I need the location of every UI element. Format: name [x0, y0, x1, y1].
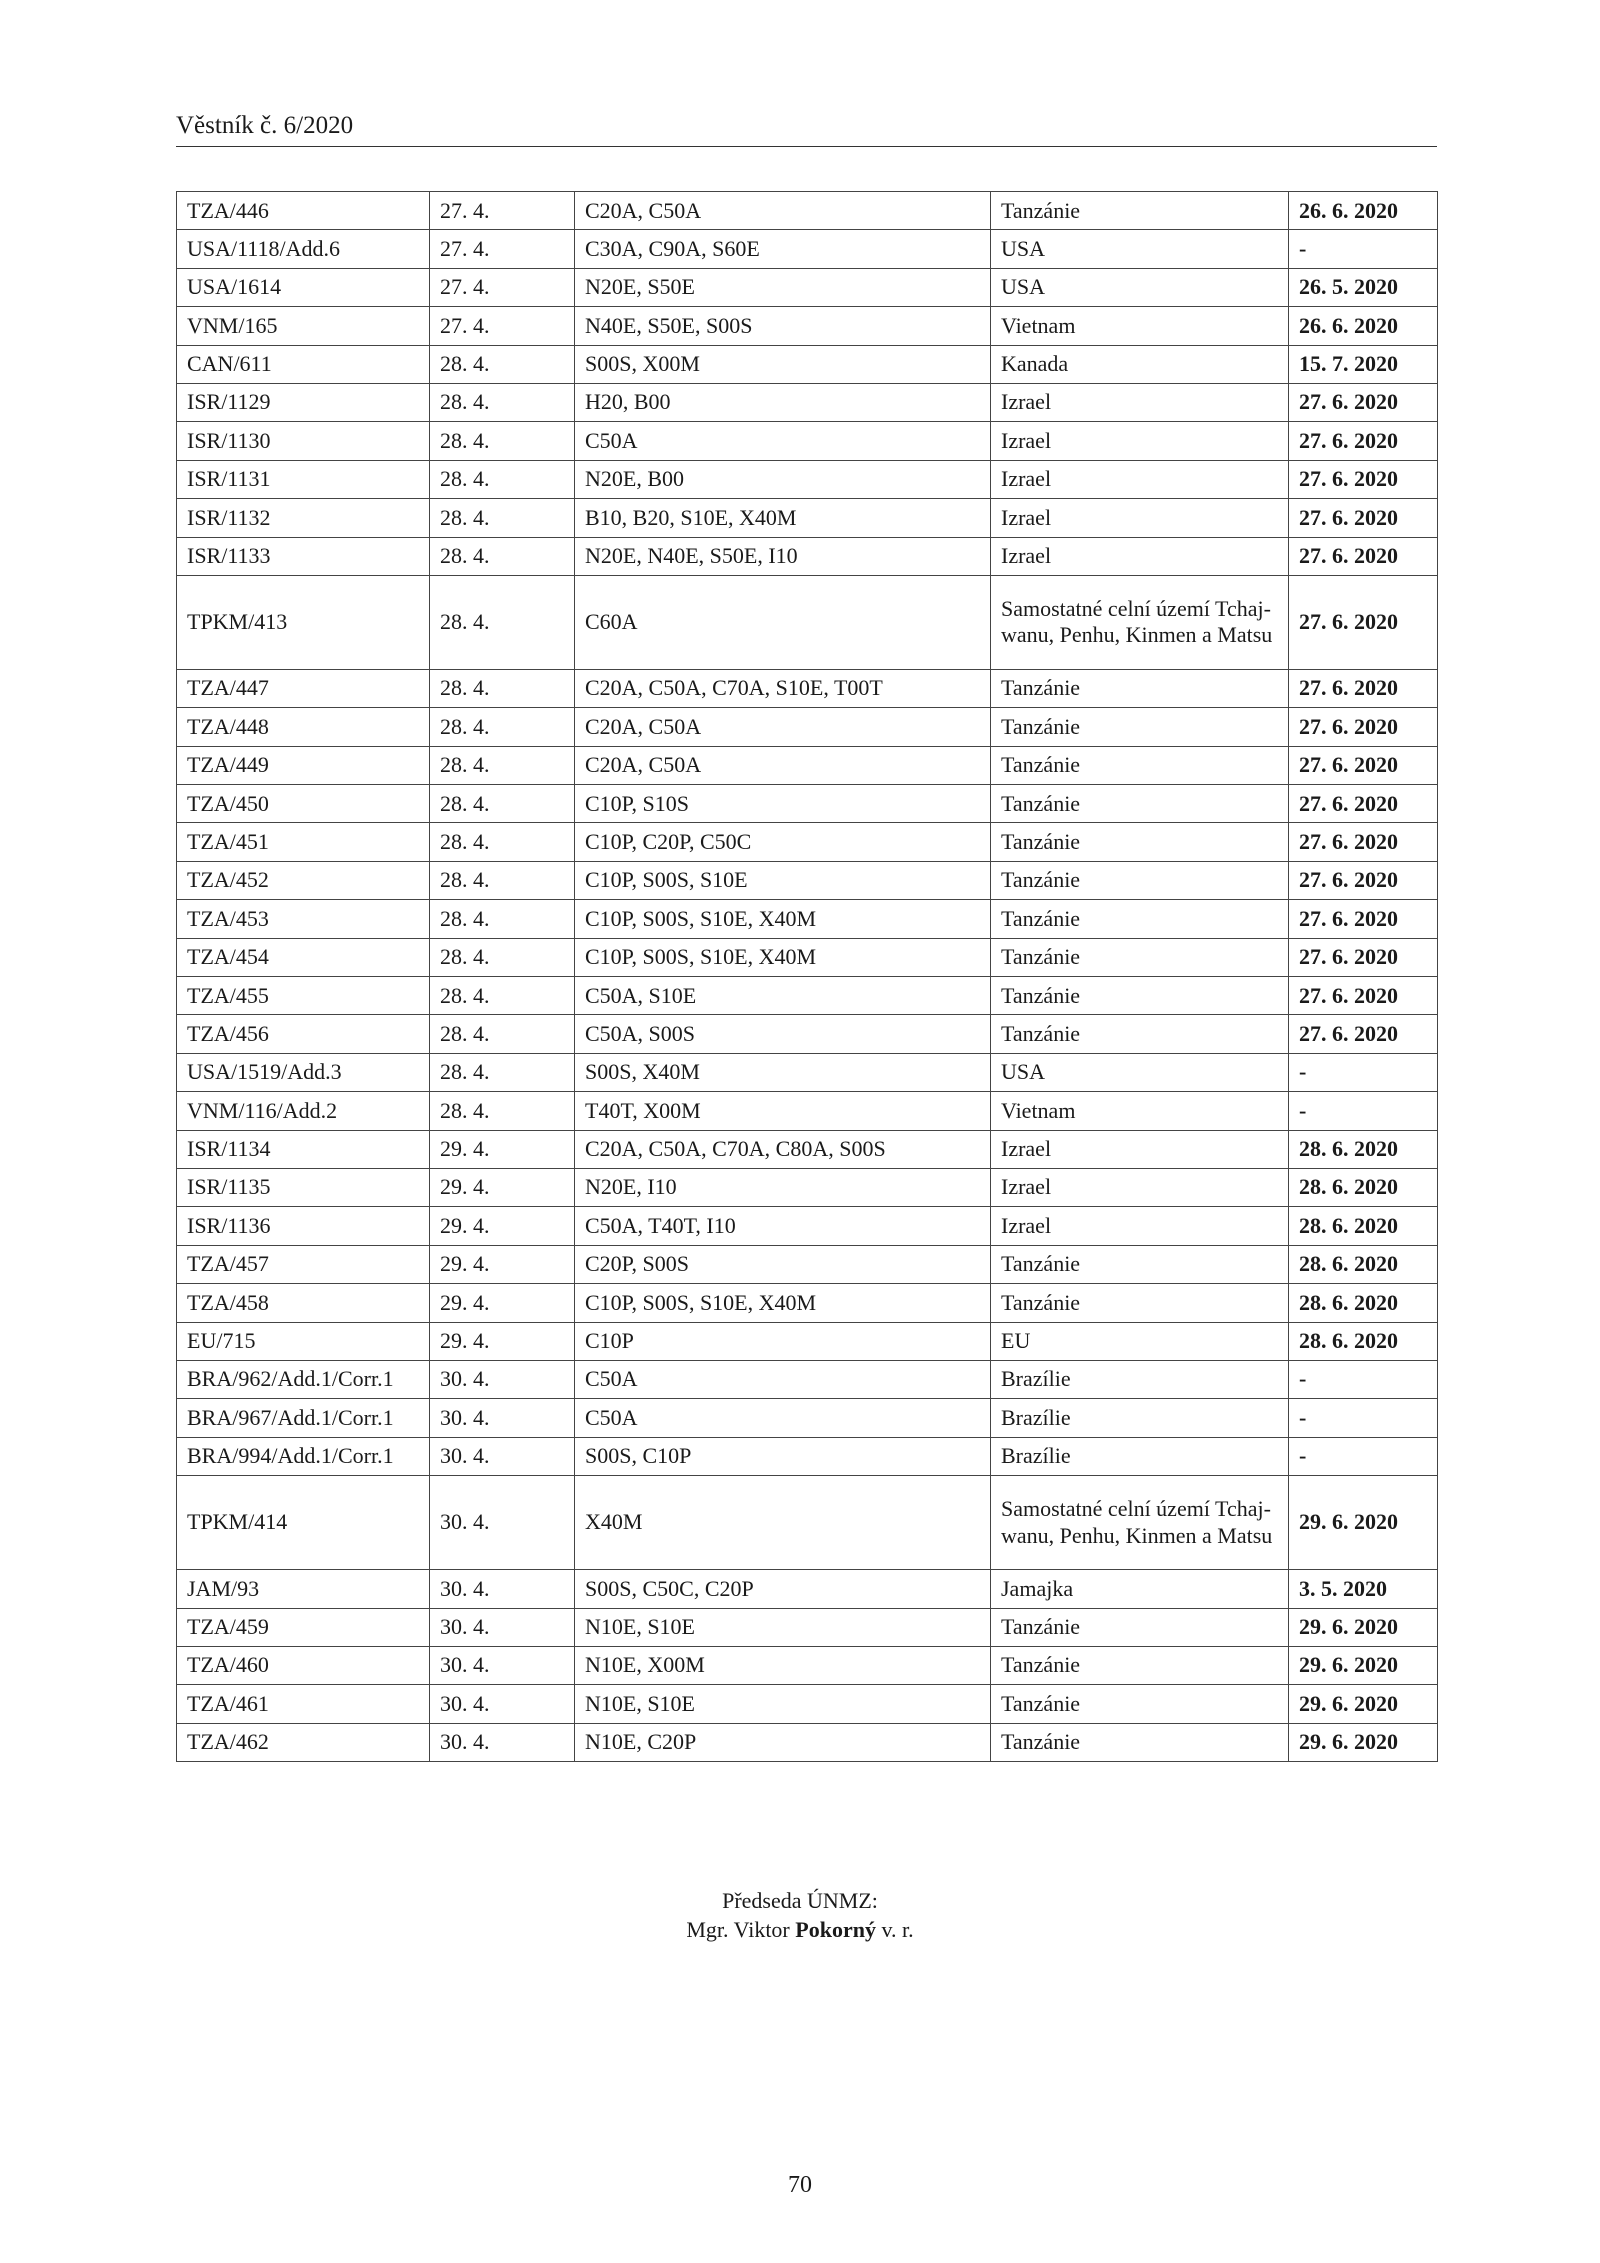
- deadline-cell: 27. 6. 2020: [1289, 977, 1438, 1015]
- notifications-table: [176, 191, 1438, 1762]
- deadline-cell: 28. 6. 2020: [1289, 1245, 1438, 1283]
- deadline-cell: 27. 6. 2020: [1289, 785, 1438, 823]
- notification-id-cell: TZA/460: [177, 1646, 430, 1684]
- deadline-cell: 26. 6. 2020: [1289, 307, 1438, 345]
- table-row: [177, 1130, 1438, 1168]
- deadline-cell: 27. 6. 2020: [1289, 499, 1438, 537]
- notification-id-cell: CAN/611: [177, 345, 430, 383]
- ics-code-cell: N10E, C20P: [575, 1723, 991, 1761]
- ics-code-cell: B10, B20, S10E, X40M: [575, 499, 991, 537]
- deadline-cell: -: [1289, 1053, 1438, 1091]
- ics-code-cell: S00S, X00M: [575, 345, 991, 383]
- date-cell: 28. 4.: [430, 861, 575, 899]
- ics-code-cell: N10E, X00M: [575, 1646, 991, 1684]
- ics-code-cell: C50A: [575, 1360, 991, 1398]
- ics-code-cell: C50A, S00S: [575, 1015, 991, 1053]
- ics-code-cell: C20A, C50A: [575, 746, 991, 784]
- country-cell: Samostatné celní území Tchaj-wanu, Penhu, Kinmen a Matsu: [991, 575, 1289, 669]
- notification-id-cell: TZA/448: [177, 708, 430, 746]
- country-cell: Izrael: [991, 1168, 1289, 1206]
- ics-code-cell: N40E, S50E, S00S: [575, 307, 991, 345]
- deadline-cell: 29. 6. 2020: [1289, 1476, 1438, 1570]
- deadline-cell: 29. 6. 2020: [1289, 1646, 1438, 1684]
- date-cell: 30. 4.: [430, 1437, 575, 1475]
- deadline-cell: 3. 5. 2020: [1289, 1570, 1438, 1608]
- table-row: [177, 1322, 1438, 1360]
- notification-id-cell: JAM/93: [177, 1570, 430, 1608]
- deadline-cell: 27. 6. 2020: [1289, 708, 1438, 746]
- date-cell: 28. 4.: [430, 900, 575, 938]
- country-cell: Tanzánie: [991, 708, 1289, 746]
- country-cell: Tanzánie: [991, 1015, 1289, 1053]
- country-cell: Izrael: [991, 537, 1289, 575]
- ics-code-cell: C10P, S00S, S10E, X40M: [575, 900, 991, 938]
- table-row: [177, 1015, 1438, 1053]
- ics-code-cell: T40T, X00M: [575, 1092, 991, 1130]
- signatory-name-prefix: Mgr. Viktor: [686, 1917, 796, 1942]
- table-row: [177, 708, 1438, 746]
- ics-code-cell: C10P, S00S, S10E, X40M: [575, 1284, 991, 1322]
- date-cell: 27. 4.: [430, 230, 575, 268]
- country-cell: Tanzánie: [991, 1284, 1289, 1322]
- country-cell: USA: [991, 1053, 1289, 1091]
- table-row: [177, 383, 1438, 421]
- page-number: 70: [788, 2172, 812, 2198]
- deadline-cell: 27. 6. 2020: [1289, 938, 1438, 976]
- ics-code-cell: C50A, S10E: [575, 977, 991, 1015]
- table-row: [177, 1608, 1438, 1646]
- ics-code-cell: C10P, S00S, S10E, X40M: [575, 938, 991, 976]
- signatory-surname: Pokorný: [795, 1917, 876, 1942]
- table-row: [177, 938, 1438, 976]
- table-row: [177, 977, 1438, 1015]
- country-cell: Tanzánie: [991, 900, 1289, 938]
- notification-id-cell: TZA/455: [177, 977, 430, 1015]
- table-row: [177, 1685, 1438, 1723]
- date-cell: 28. 4.: [430, 785, 575, 823]
- date-cell: 27. 4.: [430, 268, 575, 306]
- date-cell: 29. 4.: [430, 1168, 575, 1206]
- date-cell: 30. 4.: [430, 1360, 575, 1398]
- ics-code-cell: S00S, C50C, C20P: [575, 1570, 991, 1608]
- notification-id-cell: VNM/116/Add.2: [177, 1092, 430, 1130]
- notification-id-cell: ISR/1130: [177, 422, 430, 460]
- deadline-cell: 29. 6. 2020: [1289, 1723, 1438, 1761]
- table-row: [177, 1284, 1438, 1322]
- country-cell: Tanzánie: [991, 861, 1289, 899]
- notification-id-cell: TPKM/413: [177, 575, 430, 669]
- ics-code-cell: C10P, S00S, S10E: [575, 861, 991, 899]
- table-row: [177, 1053, 1438, 1091]
- country-cell: Tanzánie: [991, 823, 1289, 861]
- date-cell: 30. 4.: [430, 1399, 575, 1437]
- country-cell: Izrael: [991, 1130, 1289, 1168]
- table-row: [177, 1723, 1438, 1761]
- ics-code-cell: C20P, S00S: [575, 1245, 991, 1283]
- date-cell: 30. 4.: [430, 1723, 575, 1761]
- notification-id-cell: ISR/1136: [177, 1207, 430, 1245]
- ics-code-cell: C20A, C50A: [575, 708, 991, 746]
- country-cell: Vietnam: [991, 1092, 1289, 1130]
- table-row: [177, 1245, 1438, 1283]
- ics-code-cell: N10E, S10E: [575, 1685, 991, 1723]
- ics-code-cell: C20A, C50A, C70A, C80A, S00S: [575, 1130, 991, 1168]
- date-cell: 28. 4.: [430, 537, 575, 575]
- country-cell: USA: [991, 230, 1289, 268]
- date-cell: 29. 4.: [430, 1322, 575, 1360]
- country-cell: Brazílie: [991, 1437, 1289, 1475]
- table-row: [177, 460, 1438, 498]
- country-cell: Samostatné celní území Tchaj-wanu, Penhu, Kinmen a Matsu: [991, 1476, 1289, 1570]
- table-row: [177, 575, 1438, 669]
- ics-code-cell: N20E, B00: [575, 460, 991, 498]
- country-cell: Tanzánie: [991, 977, 1289, 1015]
- table-row: [177, 230, 1438, 268]
- date-cell: 28. 4.: [430, 1015, 575, 1053]
- notifications-table-body: [177, 192, 1438, 1762]
- notification-id-cell: ISR/1131: [177, 460, 430, 498]
- notification-id-cell: TZA/454: [177, 938, 430, 976]
- country-cell: Izrael: [991, 422, 1289, 460]
- deadline-cell: -: [1289, 1437, 1438, 1475]
- ics-code-cell: X40M: [575, 1476, 991, 1570]
- deadline-cell: 26. 6. 2020: [1289, 192, 1438, 230]
- country-cell: Kanada: [991, 345, 1289, 383]
- ics-code-cell: C50A: [575, 1399, 991, 1437]
- header-divider: [176, 146, 1437, 147]
- date-cell: 30. 4.: [430, 1570, 575, 1608]
- table-row: [177, 669, 1438, 707]
- table-row: [177, 307, 1438, 345]
- deadline-cell: -: [1289, 230, 1438, 268]
- date-cell: 28. 4.: [430, 460, 575, 498]
- country-cell: Tanzánie: [991, 746, 1289, 784]
- country-cell: Tanzánie: [991, 1646, 1289, 1684]
- country-cell: Tanzánie: [991, 938, 1289, 976]
- table-row: [177, 1092, 1438, 1130]
- signatory-title: Předseda ÚNMZ:: [722, 1888, 878, 1913]
- country-cell: Tanzánie: [991, 1723, 1289, 1761]
- country-cell: Tanzánie: [991, 1608, 1289, 1646]
- table-row: [177, 345, 1438, 383]
- ics-code-cell: C50A, T40T, I10: [575, 1207, 991, 1245]
- deadline-cell: 27. 6. 2020: [1289, 422, 1438, 460]
- table-row: [177, 422, 1438, 460]
- notification-id-cell: USA/1519/Add.3: [177, 1053, 430, 1091]
- country-cell: Tanzánie: [991, 192, 1289, 230]
- running-header: Věstník č. 6/2020: [176, 112, 354, 139]
- country-cell: Jamajka: [991, 1570, 1289, 1608]
- table-row: [177, 192, 1438, 230]
- table-row: [177, 1570, 1438, 1608]
- country-cell: Vietnam: [991, 307, 1289, 345]
- table-row: [177, 1207, 1438, 1245]
- deadline-cell: 28. 6. 2020: [1289, 1168, 1438, 1206]
- date-cell: 30. 4.: [430, 1476, 575, 1570]
- notification-id-cell: ISR/1135: [177, 1168, 430, 1206]
- country-cell: Brazílie: [991, 1399, 1289, 1437]
- date-cell: 27. 4.: [430, 192, 575, 230]
- ics-code-cell: N10E, S10E: [575, 1608, 991, 1646]
- date-cell: 29. 4.: [430, 1284, 575, 1322]
- deadline-cell: 28. 6. 2020: [1289, 1130, 1438, 1168]
- date-cell: 28. 4.: [430, 383, 575, 421]
- country-cell: Izrael: [991, 460, 1289, 498]
- country-cell: Izrael: [991, 499, 1289, 537]
- date-cell: 29. 4.: [430, 1245, 575, 1283]
- table-row: [177, 861, 1438, 899]
- table-row: [177, 785, 1438, 823]
- ics-code-cell: C10P, C20P, C50C: [575, 823, 991, 861]
- table-row: [177, 746, 1438, 784]
- ics-code-cell: C20A, C50A: [575, 192, 991, 230]
- notification-id-cell: TZA/450: [177, 785, 430, 823]
- date-cell: 28. 4.: [430, 823, 575, 861]
- deadline-cell: 27. 6. 2020: [1289, 823, 1438, 861]
- notification-id-cell: TZA/459: [177, 1608, 430, 1646]
- ics-code-cell: N20E, N40E, S50E, I10: [575, 537, 991, 575]
- table-row: [177, 1437, 1438, 1475]
- notification-id-cell: USA/1118/Add.6: [177, 230, 430, 268]
- notification-id-cell: TZA/457: [177, 1245, 430, 1283]
- date-cell: 28. 4.: [430, 669, 575, 707]
- notification-id-cell: BRA/962/Add.1/Corr.1: [177, 1360, 430, 1398]
- deadline-cell: 29. 6. 2020: [1289, 1608, 1438, 1646]
- notification-id-cell: TZA/446: [177, 192, 430, 230]
- notification-id-cell: TZA/452: [177, 861, 430, 899]
- date-cell: 28. 4.: [430, 575, 575, 669]
- country-cell: Tanzánie: [991, 1685, 1289, 1723]
- deadline-cell: 28. 6. 2020: [1289, 1284, 1438, 1322]
- deadline-cell: 28. 6. 2020: [1289, 1207, 1438, 1245]
- signatory-name-suffix: v. r.: [875, 1917, 914, 1942]
- country-cell: Izrael: [991, 1207, 1289, 1245]
- notification-id-cell: TZA/461: [177, 1685, 430, 1723]
- ics-code-cell: C20A, C50A, C70A, S10E, T00T: [575, 669, 991, 707]
- ics-code-cell: C10P: [575, 1322, 991, 1360]
- deadline-cell: 28. 6. 2020: [1289, 1322, 1438, 1360]
- date-cell: 28. 4.: [430, 977, 575, 1015]
- notification-id-cell: TZA/451: [177, 823, 430, 861]
- table-row: [177, 268, 1438, 306]
- deadline-cell: -: [1289, 1360, 1438, 1398]
- notification-id-cell: EU/715: [177, 1322, 430, 1360]
- ics-code-cell: C50A: [575, 422, 991, 460]
- table-row: [177, 1360, 1438, 1398]
- date-cell: 30. 4.: [430, 1608, 575, 1646]
- date-cell: 28. 4.: [430, 422, 575, 460]
- table-row: [177, 1646, 1438, 1684]
- date-cell: 28. 4.: [430, 708, 575, 746]
- date-cell: 28. 4.: [430, 1092, 575, 1130]
- table-row: [177, 900, 1438, 938]
- notification-id-cell: TZA/462: [177, 1723, 430, 1761]
- date-cell: 29. 4.: [430, 1130, 575, 1168]
- notification-id-cell: VNM/165: [177, 307, 430, 345]
- ics-code-cell: C30A, C90A, S60E: [575, 230, 991, 268]
- notification-id-cell: TZA/449: [177, 746, 430, 784]
- signatory-name: [0, 1917, 1600, 1943]
- date-cell: 28. 4.: [430, 746, 575, 784]
- country-cell: USA: [991, 268, 1289, 306]
- notification-id-cell: TZA/453: [177, 900, 430, 938]
- date-cell: 28. 4.: [430, 1053, 575, 1091]
- notification-id-cell: TZA/458: [177, 1284, 430, 1322]
- date-cell: 28. 4.: [430, 499, 575, 537]
- date-cell: 30. 4.: [430, 1646, 575, 1684]
- notification-id-cell: USA/1614: [177, 268, 430, 306]
- country-cell: Izrael: [991, 383, 1289, 421]
- ics-code-cell: N20E, I10: [575, 1168, 991, 1206]
- notification-id-cell: TPKM/414: [177, 1476, 430, 1570]
- notification-id-cell: ISR/1132: [177, 499, 430, 537]
- ics-code-cell: S00S, X40M: [575, 1053, 991, 1091]
- table-row: [177, 823, 1438, 861]
- ics-code-cell: C10P, S10S: [575, 785, 991, 823]
- deadline-cell: -: [1289, 1399, 1438, 1437]
- date-cell: 28. 4.: [430, 345, 575, 383]
- date-cell: 30. 4.: [430, 1685, 575, 1723]
- deadline-cell: 15. 7. 2020: [1289, 345, 1438, 383]
- deadline-cell: 27. 6. 2020: [1289, 537, 1438, 575]
- deadline-cell: -: [1289, 1092, 1438, 1130]
- notification-id-cell: ISR/1133: [177, 537, 430, 575]
- ics-code-cell: N20E, S50E: [575, 268, 991, 306]
- ics-code-cell: S00S, C10P: [575, 1437, 991, 1475]
- deadline-cell: 29. 6. 2020: [1289, 1685, 1438, 1723]
- country-cell: Tanzánie: [991, 785, 1289, 823]
- notification-id-cell: BRA/994/Add.1/Corr.1: [177, 1437, 430, 1475]
- notification-id-cell: ISR/1134: [177, 1130, 430, 1168]
- deadline-cell: 27. 6. 2020: [1289, 460, 1438, 498]
- country-cell: Tanzánie: [991, 1245, 1289, 1283]
- ics-code-cell: C60A: [575, 575, 991, 669]
- notification-id-cell: TZA/447: [177, 669, 430, 707]
- country-cell: Tanzánie: [991, 669, 1289, 707]
- deadline-cell: 27. 6. 2020: [1289, 746, 1438, 784]
- date-cell: 29. 4.: [430, 1207, 575, 1245]
- country-cell: EU: [991, 1322, 1289, 1360]
- table-row: [177, 499, 1438, 537]
- deadline-cell: 27. 6. 2020: [1289, 669, 1438, 707]
- table-row: [177, 1168, 1438, 1206]
- deadline-cell: 27. 6. 2020: [1289, 900, 1438, 938]
- deadline-cell: 27. 6. 2020: [1289, 575, 1438, 669]
- deadline-cell: 27. 6. 2020: [1289, 861, 1438, 899]
- deadline-cell: 27. 6. 2020: [1289, 1015, 1438, 1053]
- notification-id-cell: BRA/967/Add.1/Corr.1: [177, 1399, 430, 1437]
- table-row: [177, 537, 1438, 575]
- table-row: [177, 1399, 1438, 1437]
- deadline-cell: 26. 5. 2020: [1289, 268, 1438, 306]
- notification-id-cell: TZA/456: [177, 1015, 430, 1053]
- table-row: [177, 1476, 1438, 1570]
- date-cell: 28. 4.: [430, 938, 575, 976]
- notification-id-cell: ISR/1129: [177, 383, 430, 421]
- deadline-cell: 27. 6. 2020: [1289, 383, 1438, 421]
- country-cell: Brazílie: [991, 1360, 1289, 1398]
- date-cell: 27. 4.: [430, 307, 575, 345]
- ics-code-cell: H20, B00: [575, 383, 991, 421]
